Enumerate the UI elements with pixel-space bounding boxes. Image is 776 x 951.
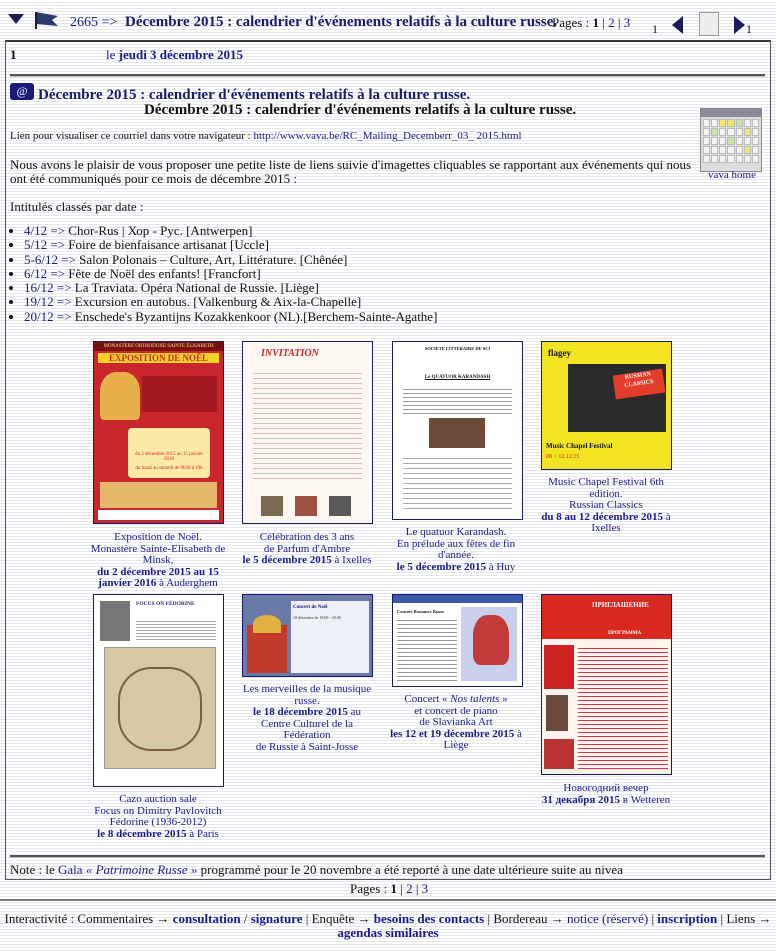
vava-home-link[interactable]: vava home xyxy=(708,169,756,181)
calendar-icon[interactable] xyxy=(700,108,762,172)
caption-novogodniy[interactable]: Новогодний вечер 31 декабря 2015 в Wetteren xyxy=(541,782,671,806)
poster-invitation[interactable]: INVITATION xyxy=(242,341,373,524)
poster-priglashenie[interactable]: ПРИГЛАШЕНИЕ ПРОГРАММА xyxy=(541,594,672,775)
poster-concert-noel[interactable]: Concert de Noël 18 décembre de 18:00 - 20:00 xyxy=(242,594,373,677)
note-line: Note : le Gala « Patrimoine Russe » programmé pour le 20 novembre a été reporté à une date ultérieure suite au nivea xyxy=(10,862,623,877)
browser-link[interactable]: http://www.vava.be/RC_Mailing_Decemberr_03_ 2015.html xyxy=(253,130,522,142)
signature-link[interactable]: signature xyxy=(250,911,303,926)
notice-link[interactable]: notice (réservé) xyxy=(566,911,649,926)
caption-cazo-auction[interactable]: Cazo auction sale Focus on Dimitry Pavlovitch Fédorine (1936-2012) le 8 décembre 2015 à Paris xyxy=(94,793,222,840)
page-1-link[interactable]: 1 xyxy=(390,881,397,896)
next-arrow-icon[interactable] xyxy=(734,16,745,34)
list-item[interactable]: • 20/12 => Enschede's Byzantijns Kozakkenkoor (NL).[Berchem-Sainte-Agathe] xyxy=(24,310,437,324)
dropdown-triangle-icon[interactable] xyxy=(8,14,24,24)
poster-quatuor-karandash[interactable]: SOCIETE LITTERAIRE DE SCI Le QUATUOR KARANDASH xyxy=(392,341,523,520)
sub-heading: Décembre 2015 : calendrier d'événements relatifs à la culture russe. xyxy=(144,102,577,118)
caption-exposition[interactable]: Exposition de Noël. Monastère Sainte-Elisabeth de Minsk, du 2 décembre 2015 au 15 janvier 2016 à Auderghem xyxy=(90,531,226,589)
agendas-link[interactable]: agendas similaires xyxy=(337,925,439,940)
list-item[interactable]: • 5/12 => Foire de bienfaisance artisanat [Uccle] xyxy=(24,238,437,252)
inscription-link[interactable]: inscription xyxy=(657,911,718,926)
header-date: le jeudi 3 décembre 2015 xyxy=(106,47,243,62)
caption-nos-talents[interactable]: Concert « Nos talents » et concert de piano de Slavianka Art les 12 et 19 décembre 2015 à Liège xyxy=(390,693,522,751)
page-1-link[interactable]: 1 xyxy=(592,15,599,30)
poster-flagey[interactable]: flagey RUSSIAN CLASSICS Music Chapel Festival 08 > 12.12.15 xyxy=(541,341,672,470)
list-title: Intitulés classés par date : xyxy=(10,199,144,214)
intro-line-1: Nous avons le plaisir de vous proposer une petite liste de liens suivie d'imagettes cliquables se rapportant aux événements qui nous xyxy=(10,157,692,172)
page-2-link[interactable]: 2 xyxy=(608,15,615,30)
top-title: Décembre 2015 : calendrier d'événements relatifs à la culture russe. xyxy=(125,14,558,30)
besoins-link[interactable]: besoins des contacts xyxy=(373,911,485,926)
poster-focus-fedorine[interactable]: FOCUS ON FÉDORINE xyxy=(93,594,224,787)
page-3-link[interactable]: 3 xyxy=(623,15,631,30)
item-number: 1 xyxy=(10,47,17,62)
browser-link-line: Lien pour visualiser ce courriel dans votre navigateur : http://www.vava.be/RC_Mailing_Decemberr_03_ 2015.html xyxy=(10,130,522,142)
previous-arrow-icon[interactable] xyxy=(672,16,683,34)
caption-merveilles[interactable]: Les merveilles de la musique russe. le 18 décembre 2015 au Centre Culturel de la Fédération de Russie à Saint-Josse xyxy=(242,683,372,753)
flag-icon xyxy=(34,10,60,30)
nav-left-number: 1 xyxy=(652,22,658,36)
page-2-link[interactable]: 2 xyxy=(406,881,413,896)
bottom-pager: Pages : 1 | 2 | 3 xyxy=(350,881,429,896)
list-item[interactable]: • 5-6/12 => Salon Polonais – Culture, Art, Littérature. [Chênée] xyxy=(24,253,437,267)
issue-number[interactable]: 2665 => xyxy=(70,15,118,30)
list-item[interactable]: • 4/12 => Chor-Rus | Хор - Рус. [Antwerpen] xyxy=(24,224,437,238)
event-list xyxy=(10,224,437,324)
gala-link[interactable]: Gala xyxy=(58,862,83,877)
poster-exposition-noel[interactable]: MONASTÈRE ORTHODOXE SAINTE ÉLISABETH EXPOSITION DE NOËL du 2 décembre 2015 au 15 janvier 2016 du lundi au samedi de 9h30 à 19h xyxy=(93,341,224,524)
footer: Interactivité : Commentaires → consultation / signature | Enquête → besoins des contacts | Bordereau → notice (réservé) | inscription | Liens → agendas similaires xyxy=(4,911,772,940)
caption-parfum-ambre[interactable]: Célébration des 3 ans de Parfum d'Ambre le 5 décembre 2015 à Ixelles xyxy=(242,531,372,566)
nav-right-number: 1 xyxy=(746,22,752,36)
top-pager: Pages : 1 | 2 | 3 xyxy=(552,15,631,30)
caption-music-chapel[interactable]: Music Chapel Festival 6th edition. Russian Classics du 8 au 12 décembre 2015 à Ixelles xyxy=(541,476,671,534)
divider xyxy=(10,74,765,77)
list-item[interactable]: • 19/12 => Excursion en autobus. [Valkenburg & Aix-la-Chapelle] xyxy=(24,295,437,309)
page-3-link[interactable]: 3 xyxy=(421,881,429,896)
main-heading: Décembre 2015 : calendrier d'événements relatifs à la culture russe. xyxy=(38,87,471,103)
document-icon[interactable] xyxy=(699,12,719,36)
divider xyxy=(10,855,765,858)
email-at-icon[interactable]: @ xyxy=(10,83,34,100)
poster-concert-romance[interactable]: Concert Romance Russe xyxy=(392,594,523,687)
intro-line-2: ont été communiqués pour ce mois de décembre 2015 : xyxy=(10,171,298,186)
footer-divider xyxy=(0,899,776,901)
caption-quatuor[interactable]: Le quatuor Karandash. En prélude aux fêtes de fin d'année. le 5 décembre 2015 à Huy xyxy=(396,526,516,573)
consultation-link[interactable]: consultation xyxy=(172,911,241,926)
list-item[interactable]: • 6/12 => Fête de Noël des enfants! [Francfort] xyxy=(24,267,437,281)
list-item[interactable]: • 16/12 => La Traviata. Opéra National de Russie. [Liège] xyxy=(24,281,437,295)
